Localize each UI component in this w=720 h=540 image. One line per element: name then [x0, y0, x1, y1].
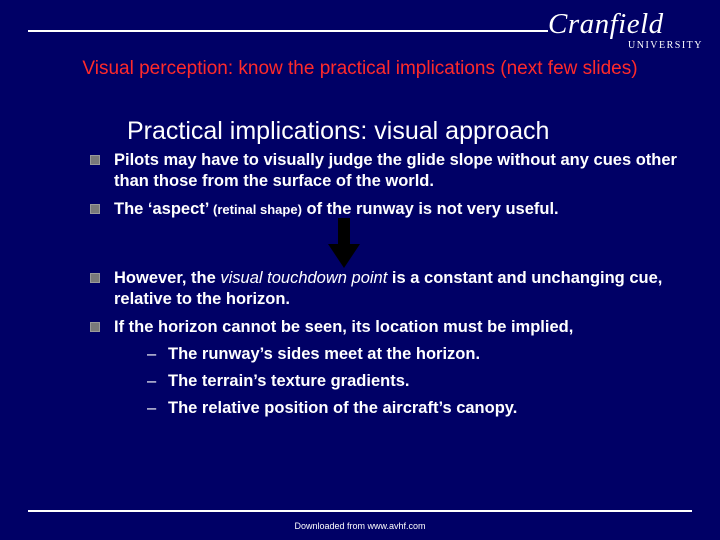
sub-bullet-item: [114, 371, 690, 392]
bottom-rule: [28, 510, 692, 512]
dash-marker: –: [147, 372, 157, 390]
bullet-marker-icon: [90, 322, 100, 332]
footer-text: Downloaded from www.avhf.com: [294, 521, 426, 531]
sub-bullet-text: The relative position of the aircraft’s canopy.: [168, 399, 518, 417]
university-logo: [548, 8, 703, 51]
down-arrow-icon: [328, 218, 360, 268]
bullet-text: of the runway is not very useful.: [301, 200, 559, 218]
slide-subtitle: Visual perception: know the practical implications (next few slides): [82, 58, 638, 79]
sub-bullet-list: [114, 344, 690, 419]
bullet-item: [90, 317, 690, 419]
sub-bullet-text: The runway’s sides meet at the horizon.: [168, 345, 481, 363]
sub-bullet-item: [114, 344, 690, 365]
bullet-text: However, the: [114, 269, 221, 287]
bullet-text: If the horizon cannot be seen, its location must be implied,: [114, 318, 574, 336]
bullet-marker-icon: [90, 273, 100, 283]
bullet-item: [90, 268, 690, 310]
dash-marker: –: [147, 399, 157, 417]
bullet-text-italic: visual touchdown point: [220, 269, 388, 287]
bullet-item: [90, 199, 690, 220]
slide-title: Practical implications: visual approach: [127, 117, 550, 145]
bullet-text: The ‘aspect’: [114, 200, 214, 218]
bullet-marker-icon: [90, 204, 100, 214]
dash-marker: –: [147, 345, 157, 363]
logo-name: Cranfield: [548, 8, 664, 40]
bullet-list: [90, 150, 690, 426]
top-rule: [28, 30, 548, 32]
bullet-text: is a constant and unchanging cue, relative to the horizon.: [114, 269, 663, 308]
bullet-text: Pilots may have to visually judge the glide slope without any cues other than those from the surface of the world.: [114, 151, 677, 190]
sub-bullet-text: The terrain’s texture gradients.: [168, 372, 410, 390]
sub-bullet-item: [114, 398, 690, 419]
bullet-text-small: (retinal shape): [213, 202, 302, 217]
bullet-marker-icon: [90, 155, 100, 165]
bullet-item: [90, 150, 690, 192]
logo-sub: UNIVERSITY: [628, 40, 703, 51]
